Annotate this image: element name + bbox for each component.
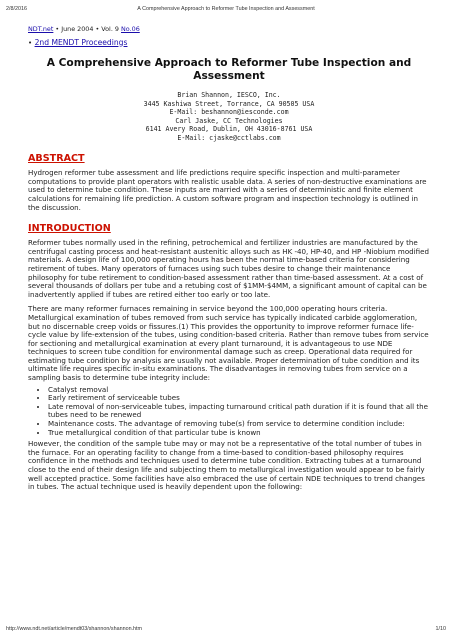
bullet-icon: • — [28, 38, 33, 47]
issue-date: • June 2004 • Vol. 9 — [55, 25, 119, 33]
intro-paragraph: Reformer tubes normally used in the refining, petrochemical and fertilizer industries are manufactured by the centrifugal casting process and heat-resistant austenitic alloys such as HK -40, HP-40, and HP -Niobium modified materials. A design life of 100,000 operating hours has been the normal time-based criteria for considering retirement of tubes. Many operators of furnaces using such tubes desire to change their maintenance philosophy for tube retirement to condition-based assessment rather than time-based assessment. At a cost of several thousands of dollars per tube and a retubing cost of $1MM-$4MM, a significant amount of capital can be inadvertently applied if tubes are retired either too early or too late. — [28, 238, 429, 299]
print-header — [6, 6, 446, 16]
print-url: http://www.ndt.net/article/mendt03/shannon/shannon.htm — [6, 626, 143, 632]
page-title: A Comprehensive Approach to Reformer Tube Inspection and Assessment — [46, 57, 412, 83]
introduction-heading: INTRODUCTION — [28, 223, 111, 235]
print-date: 2/8/2016 — [6, 6, 27, 12]
issue-link[interactable]: No.06 — [121, 25, 140, 33]
bullet-list — [28, 386, 430, 438]
print-page-title: A Comprehensive Approach to Reformer Tube Inspection and Assessment — [137, 6, 315, 12]
author-line: Brian Shannon, IESCO, Inc. — [177, 91, 281, 100]
list-item: • Late removal of non-serviceable tubes, impacting turnaround critical path duration if it is found that all the tubes need to be renewed — [48, 403, 430, 420]
author-line: 3445 Kashiwa Street, Torrance, CA 90505 USA — [143, 99, 315, 108]
print-footer — [6, 626, 446, 636]
author-block — [28, 91, 430, 142]
intro-paragraph: Metallurgical examination of tubes removed from such service has typically indicated carbide agglomeration, but no discernable creep voids or fissures.(1) This provides the opportunity to improve reformer furnace life-cycle value by life-extension of the tubes, using condition-based criteria. Rather than remove tubes from service for sectioning and metallurgical examination at every plant turnaround, it is advantageous to use NDE techniques to screen tube condition for environmental damage such as creep. Operational data required for estimating tube condition by analysis are usually not available. Proper determination of tube condition and its ultimate life requires specific in-situ examinations. The disadvantages in removing tubes from service on a sampling basis to determine tube integrity include: — [28, 312, 429, 383]
author-line: Carl Jaske, CC Technologies — [175, 116, 283, 125]
author-line: 6141 Avery Road, Dublin, OH 43016-8761 USA — [145, 125, 313, 134]
list-item: • Maintenance costs. The advantage of removing tube(s) from service to determine condition include: — [48, 420, 430, 429]
list-item: • Early retirement of serviceable tubes — [48, 394, 430, 403]
proceedings-nav — [28, 39, 430, 48]
intro-paragraph: However, the condition of the sample tube may or may not be a representative of the total number of tubes in the furnace. For an operating facility to change from a time-based to condition-based philosophy requires confidence in the methods and techniques used to determine tube condition. Extracting tubes at a turnaround close to the end of their design life and subjecting them to metallurgical investigation would appear to be fairly well accepted practice. Some facilities have also embraced the use of certain NDE techniques to trend changes in tubes. The actual technique used is heavily dependent upon the following: — [28, 439, 425, 492]
abstract-text: Hydrogen reformer tube assessment and life predictions require specific inspection and multi-parameter computations to provide plant operators with realistic usable data. A series of non-destructive examinations are used to determine tube condition. These inputs are married with a series of deterministic and finite element calculations for remaining life prediction. A custom software program and inspection technology is outlined in the discussion. — [28, 168, 427, 212]
author-line: E-Mail: beshannon@iesconde.com — [169, 108, 289, 117]
list-item: • True metallurgical condition of that particular tube is known — [48, 429, 430, 438]
print-page-number: 1/10 — [435, 626, 446, 632]
article — [28, 25, 430, 492]
abstract-heading: ABSTRACT — [28, 153, 85, 165]
list-item: • Catalyst removal — [48, 386, 430, 395]
intro-paragraph: There are many reformer furnaces remaining in service beyond the 100,000 operating hours criteria. — [28, 304, 388, 314]
issue-meta — [28, 25, 430, 34]
author-line: E-Mail: cjaske@cctlabs.com — [177, 133, 281, 142]
ndt-net-link[interactable]: NDT.net — [28, 25, 54, 33]
proceedings-link[interactable]: 2nd MENDT Proceedings — [34, 37, 128, 47]
